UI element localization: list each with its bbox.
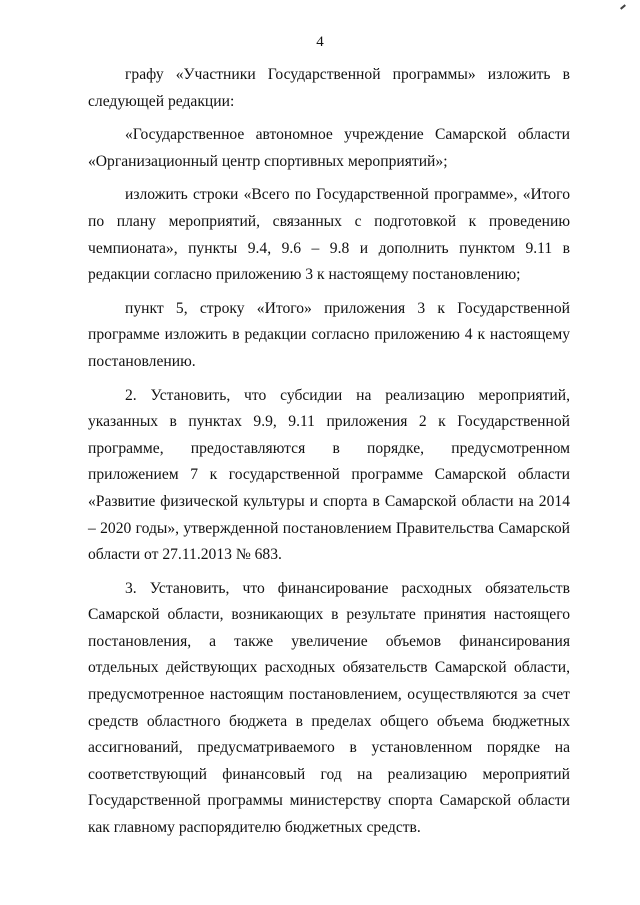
- paragraph-clause-2: 2. Установить, что субсидии на реализацию мероприятий, указанных в пунктах 9.9, 9.11 приложения 2 к Государственной программе, предоставляются в порядке, предусмотренном приложением 7 к государственной программе Самарской области «Развитие физической культуры и спорта в Самарской области на 2014 – 2020 годы», утвержденной постановлением Правительства Самарской области от 27.11.2013 № 683.: [88, 386, 570, 564]
- paragraph-institution-name: «Государственное автономное учреждение Самарской области «Организационный центр спортивных мероприятий»;: [88, 126, 570, 170]
- page-number: 4: [316, 34, 324, 50]
- paragraph-rows-update: изложить строки «Всего по Государственной программе», «Итого по плану мероприятий, связанных с подготовкой к проведению чемпионата», пункты 9.4, 9.6 – 9.8 и дополнить пунктом 9.11 в редакции согласно приложению 3 к настоящему постановлению;: [88, 186, 570, 284]
- document-body: [88, 62, 570, 847]
- paragraph-clause-3: 3. Установить, что финансирование расходных обязательств Самарской области, возникающих в результате принятия настоящего постановления, а также увеличение объемов финансирования отдельных действующих расходных обязательств Самарской области, предусмотренное настоящим постановлением, осуществляются за счет средств областного бюджета в пределах общего объема бюджетных ассигнований, предусматриваемого в установленном порядке на соответствующий финансовый год на реализацию мероприятий Государственной программы министерству спорта Самарской области как главному распорядителю бюджетных средств.: [88, 579, 570, 837]
- scan-mark: [620, 4, 626, 9]
- paragraph-column-participants: графу «Участники Государственной программы» изложить в следующей редакции:: [88, 66, 570, 110]
- paragraph-item-5: пункт 5, строку «Итого» приложения 3 к Государственной программе изложить в редакции согласно приложению 4 к настоящему постановлению.: [88, 299, 570, 370]
